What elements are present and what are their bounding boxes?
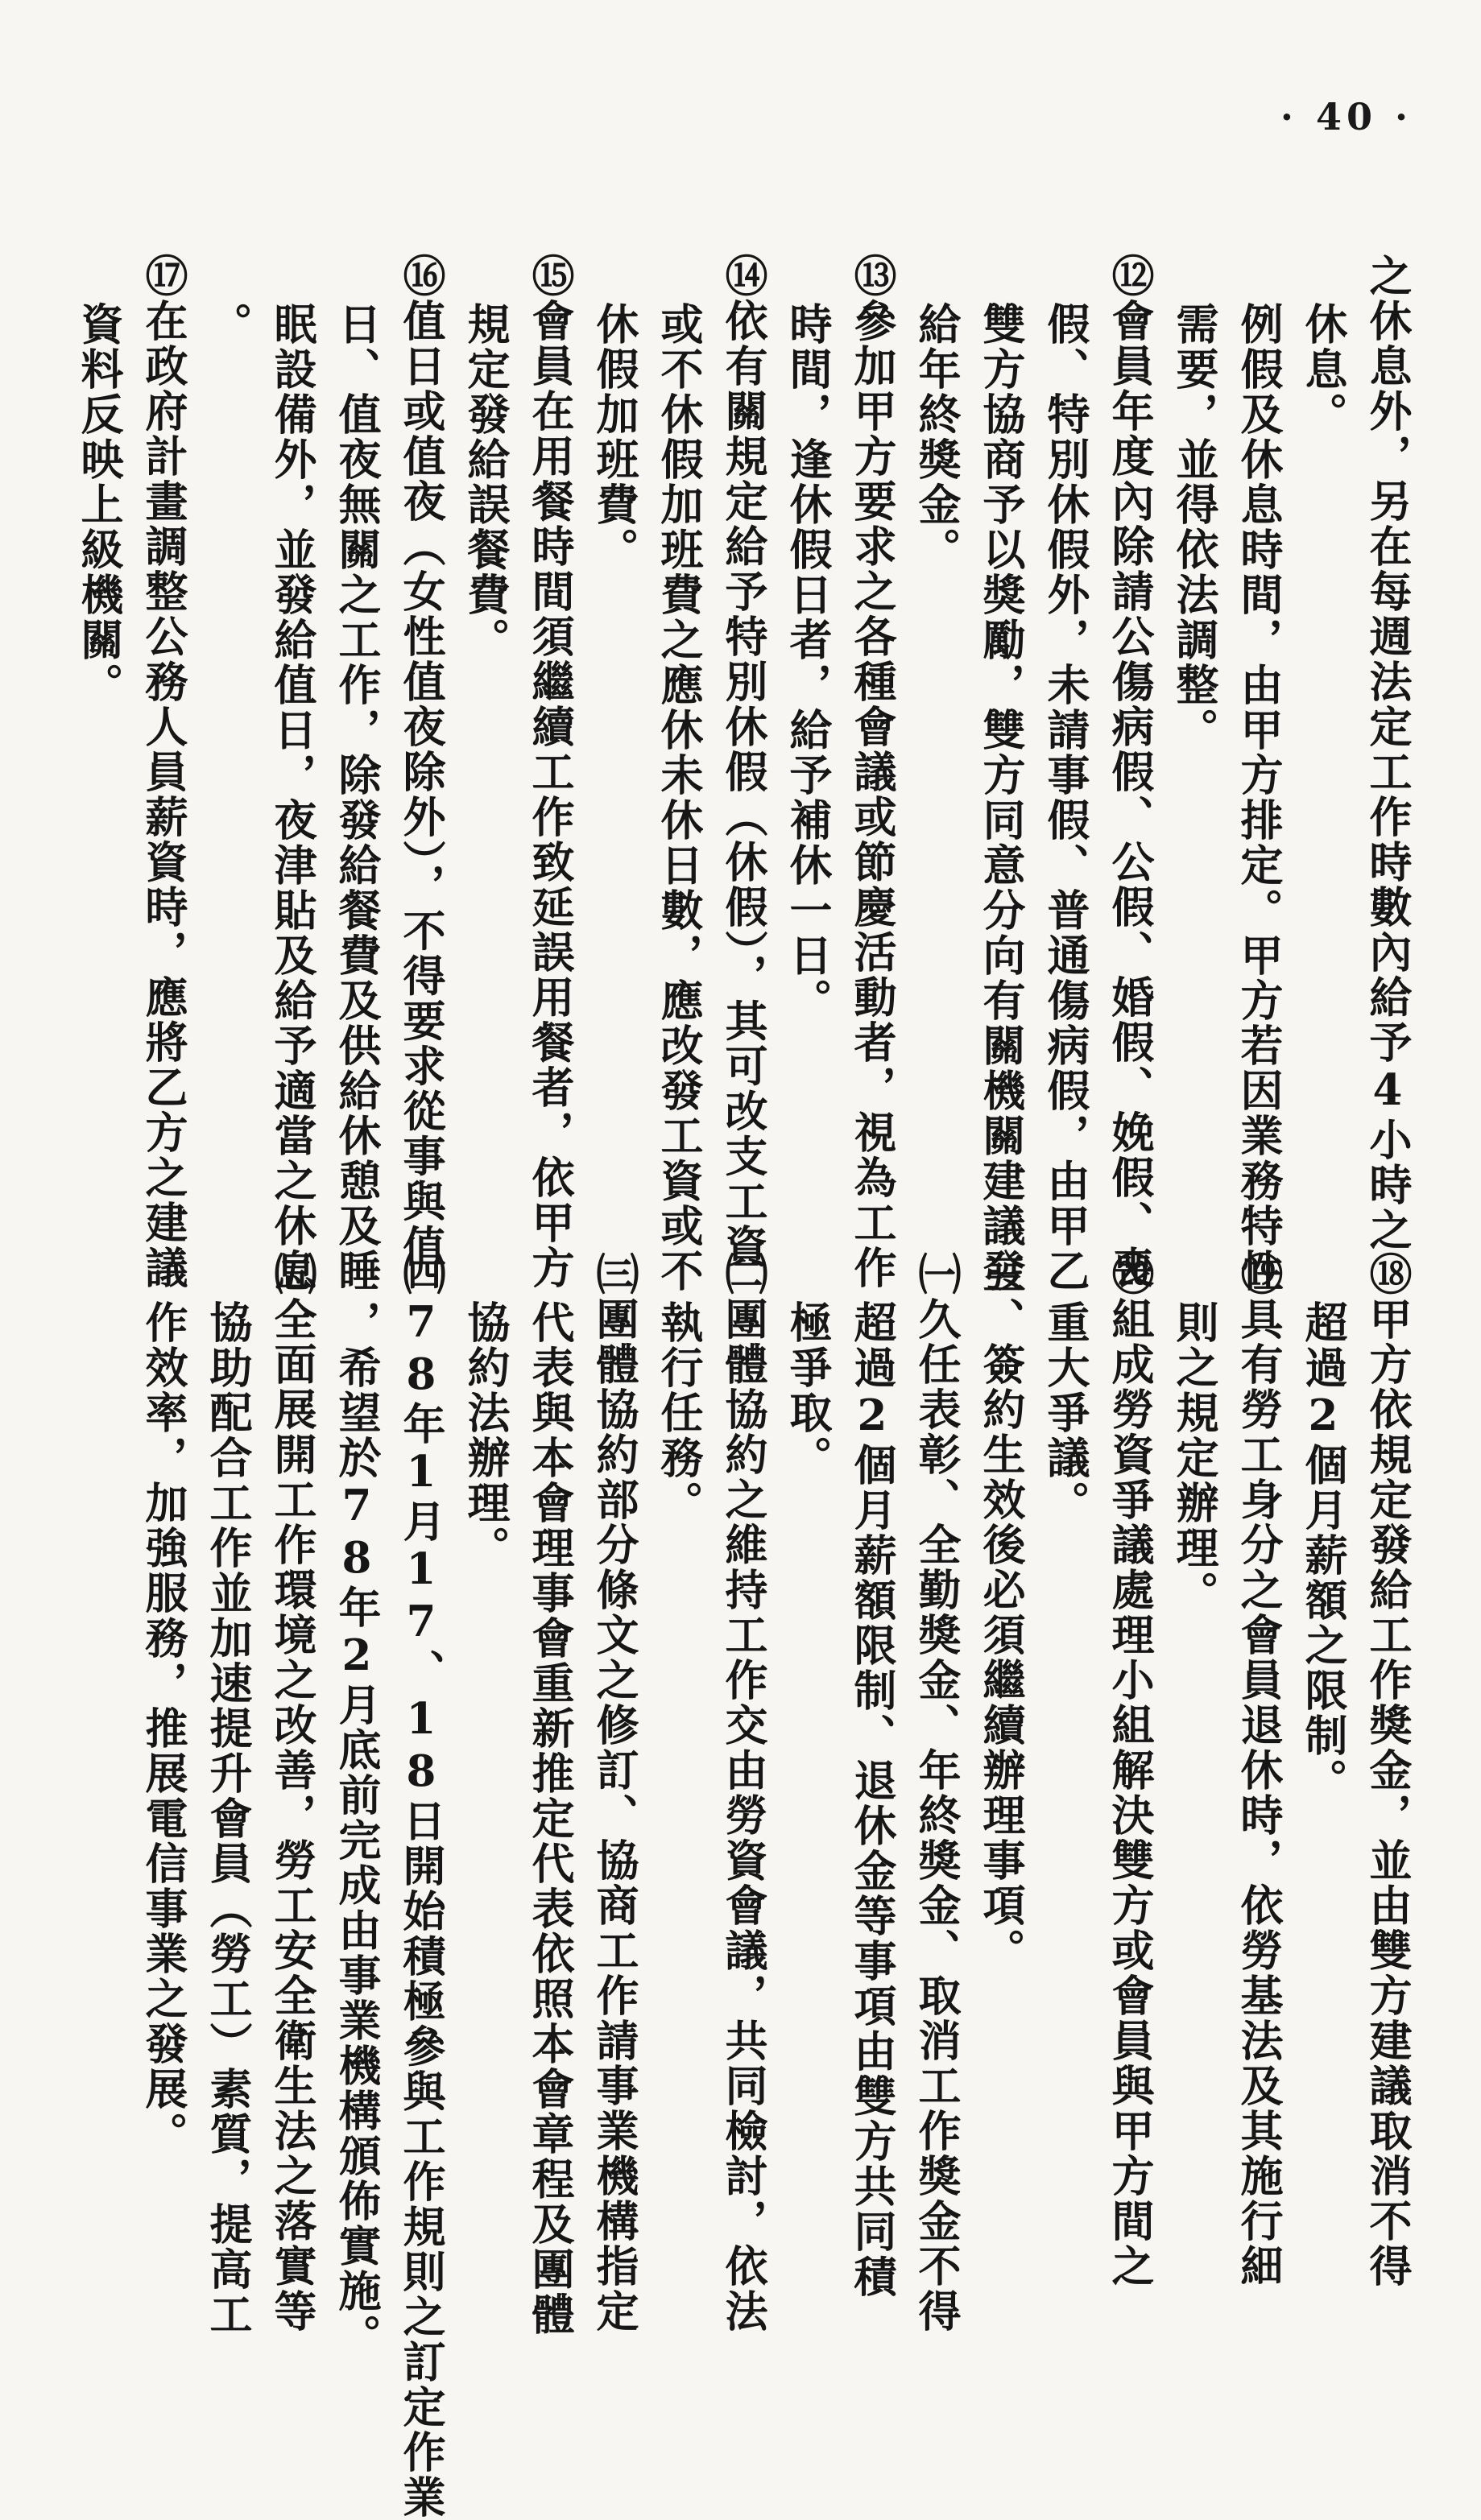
- text-column: 資料反映上級機關。: [74, 302, 124, 708]
- text-column: ㈠久任表彰、全勤獎金、年終獎金、取消工作獎金不得: [912, 1252, 962, 2334]
- text-column: ⑰在政府計畫調整公務人員薪資時，應將乙方之建議: [139, 254, 188, 1291]
- text-column: 極爭取。: [783, 1300, 833, 1481]
- text-column: 休息。: [1298, 302, 1348, 437]
- text-column: ⑯值日或值夜（女性值夜除外），不得要求從事與值: [396, 254, 446, 1270]
- text-column: 假、特別休假外，未請事假、普通傷病假，由甲乙: [1040, 302, 1090, 1294]
- text-column: 休假加班費。: [590, 302, 639, 572]
- text-column: 眠設備外，並發給值日，夜津貼及給予適當之休息: [267, 302, 317, 1294]
- text-column: 之休息外，另在每週法定工作時數內給予4小時之: [1363, 254, 1413, 1253]
- text-column: ㈢團體協約部分條文之修訂、協商工作請事業機構指定: [590, 1252, 639, 2334]
- text-column: ⑭依有關規定給予特別休假（休假），其可改支工資: [718, 254, 768, 1270]
- lower-text-block: [39, 1252, 1413, 2520]
- text-column: 則之規定辦理。: [1169, 1300, 1219, 1616]
- text-column: 需要，並得依法調整。: [1169, 302, 1219, 753]
- text-column: 時間，逢休假日者，給予補休一日。: [783, 302, 833, 1023]
- text-column: ⑬參加甲方要求之各種會議或節慶活動者，視為工作: [847, 254, 897, 1291]
- page-number: · 40 ·: [1280, 95, 1413, 138]
- text-column: 重大爭議。: [1040, 1300, 1090, 1526]
- text-column: ，希望於78年2月底前完成由事業機構頒佈實施。: [332, 1300, 382, 2359]
- section-heading: 三、簽約生效後必須繼續辦理事項。: [976, 1252, 1026, 1973]
- text-column: ⑲具有勞工身分之會員退休時，依勞基法及其施行細: [1234, 1252, 1284, 2289]
- text-column: 給年終獎金。: [912, 302, 962, 572]
- text-column: ⑱甲方依規定發給工作獎金，並由雙方建議取消不得: [1363, 1252, 1413, 2289]
- text-column: 超過2個月薪額之限制。: [1298, 1300, 1348, 1803]
- text-column: ㈤全面展開工作環境之改善，勞工安全衛生法之落實等: [267, 1252, 317, 2334]
- text-column: 代表與本會理事會重新推定代表依照本會章程及團體: [525, 1300, 575, 2337]
- text-column: 協助配合工作並加速提升會員（勞工）素質，提高工: [203, 1300, 253, 2337]
- text-column: 協約法辦理。: [461, 1300, 511, 1571]
- text-column: 超過2個月薪額限制、退休金等事項由雙方共同積: [847, 1300, 897, 2299]
- text-column: ⑫會員年度內除請公傷病假、公假、婚假、娩假、喪: [1105, 254, 1155, 1291]
- text-column: ㈣78年1月17、18日開始積極參與工作規則之訂定作業: [396, 1252, 446, 2520]
- text-column: 雙方協商予以獎勵，雙方同意分向有關機關建議發: [976, 302, 1026, 1294]
- text-column: 例假及休息時間，由甲方排定。甲方若因業務特性: [1234, 302, 1284, 1294]
- text-column: 或不休假加班費之應休未休日數，應改發工資或不: [654, 302, 704, 1294]
- text-column: 。: [203, 302, 253, 347]
- text-column: ㈡團體協約之維持工作交由勞資會議，共同檢討，依法: [718, 1252, 768, 2334]
- text-column: 作效率，加強服務，推展電信事業之發展。: [139, 1300, 188, 2157]
- text-column: 執行任務。: [654, 1300, 704, 1526]
- text-column: 日、值夜無關之工作，除發給餐費及供給休憩及睡: [332, 302, 382, 1294]
- upper-text-block: [39, 254, 1413, 1316]
- text-column: ⑳組成勞資爭議處理小組解決雙方或會員與甲方間之: [1105, 1252, 1155, 2289]
- text-column: ⑮會員在用餐時間須繼續工作致延誤用餐者，依甲方: [525, 254, 575, 1291]
- text-column: 規定發給誤餐費。: [461, 302, 511, 663]
